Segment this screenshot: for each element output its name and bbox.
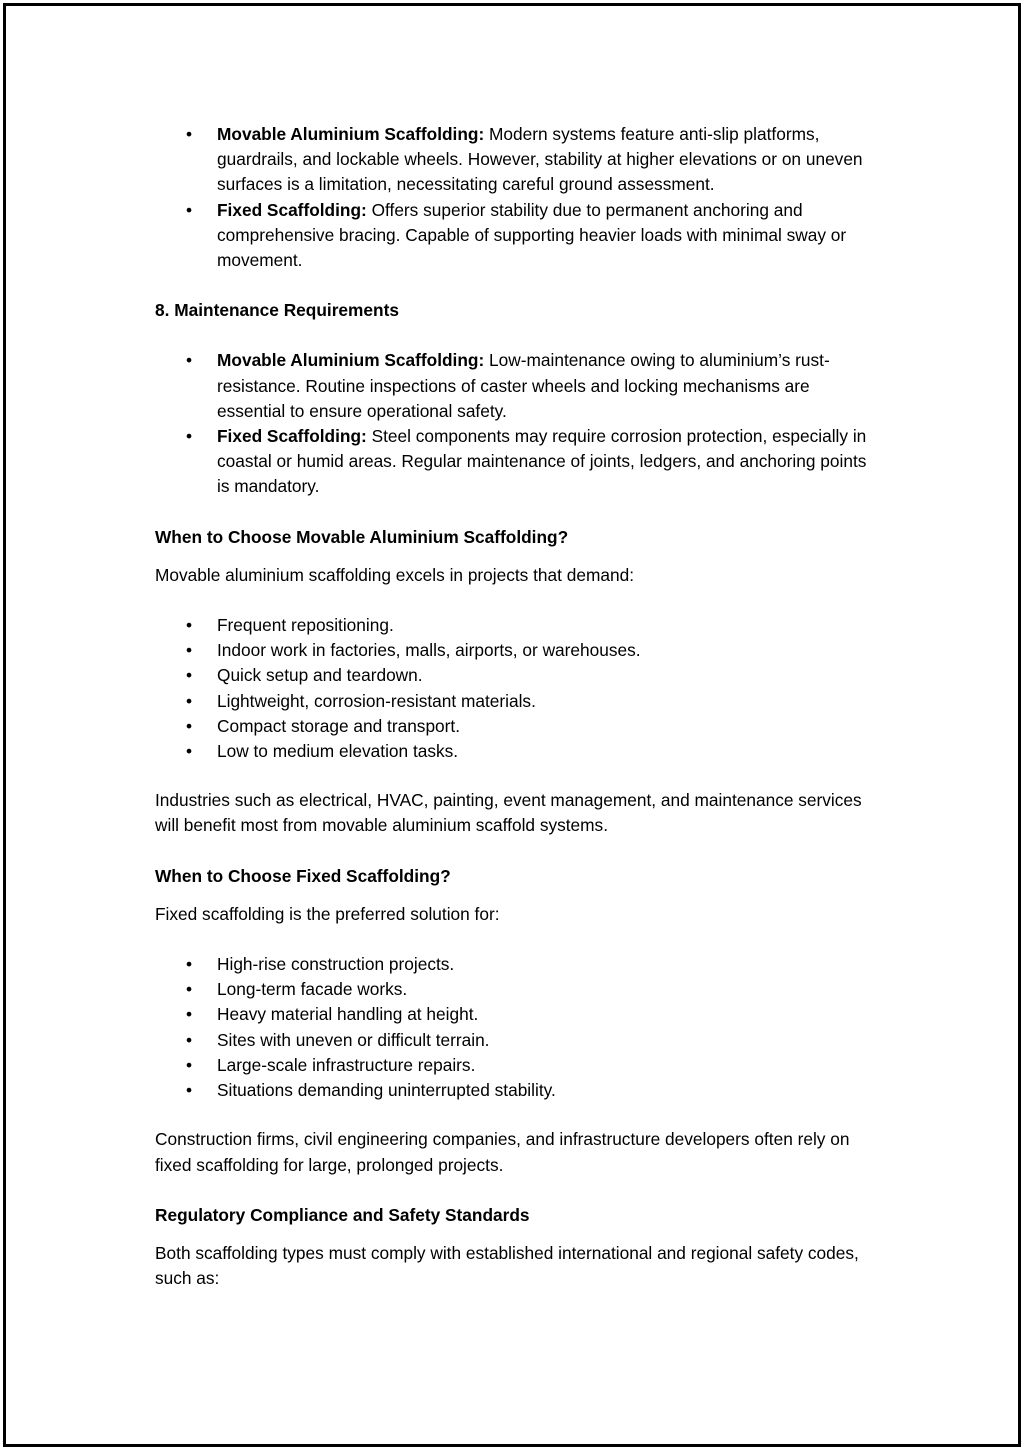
section-heading: When to Choose Movable Aluminium Scaffolding? [155,526,569,547]
list-item: • Situations demanding uninterrupted stability. [155,1078,875,1103]
item-term: Fixed Scaffolding: [217,199,367,220]
section-heading: Regulatory Compliance and Safety Standards [155,1204,530,1225]
paragraph: Industries such as electrical, HVAC, painting, event management, and maintenance services will benefit most from movable aluminium scaffold systems. [155,790,862,836]
item-term: Movable Aluminium Scaffolding: [217,350,485,371]
list-item: • Long-term facade works. [155,977,875,1002]
paragraph: Both scaffolding types must comply with established international and regional safety codes, such as: [155,1242,859,1289]
list-item: • Quick setup and teardown. [155,663,875,688]
list-item: • Lightweight, corrosion-resistant materials. [155,689,875,714]
list-item [155,348,875,424]
list-item: • Low to medium elevation tasks. [155,739,875,764]
item-text: Steel components may require corrosion protection, especially in coastal or humid areas. Regular maintenance of joints, ledgers, and anchoring points is mandatory. [217,426,867,497]
section-heading: 8. Maintenance Requirements [155,300,399,321]
movable-use-list [155,613,875,764]
item-term: Fixed Scaffolding: [217,426,367,447]
list-item [155,122,875,198]
list-item [155,424,875,500]
paragraph: Fixed scaffolding is the preferred solution for: [155,903,500,924]
list-item: • Frequent repositioning. [155,613,875,638]
paragraph: Movable aluminium scaffolding excels in projects that demand: [155,564,635,585]
document-body [155,122,875,1291]
paragraph: Construction firms, civil engineering companies, and infrastructure developers often rely on fixed scaffolding for large, prolonged projects. [155,1129,850,1175]
maintenance-list [155,348,875,499]
item-text: Modern systems feature anti-slip platforms, guardrails, and lockable wheels. However, stability at higher elevations or on uneven surfaces is a limitation, necessitating careful ground assessment. [217,124,863,195]
list-item: • Compact storage and transport. [155,714,875,739]
list-item: • Sites with uneven or difficult terrain. [155,1028,875,1053]
stability-list [155,122,875,273]
list-item: • Large-scale infrastructure repairs. [155,1053,875,1078]
list-item [155,198,875,274]
list-item: • Heavy material handling at height. [155,1002,875,1027]
list-item: • Indoor work in factories, malls, airports, or warehouses. [155,638,875,663]
section-heading: When to Choose Fixed Scaffolding? [155,865,451,886]
list-item: • High-rise construction projects. [155,952,875,977]
fixed-use-list [155,952,875,1103]
item-text: Low-maintenance owing to aluminium’s rust-resistance. Routine inspections of caster wheels and locking mechanisms are essential to ensure operational safety. [217,350,830,421]
item-text: Offers superior stability due to permanent anchoring and comprehensive bracing. Capable of supporting heavier loads with minimal sway or movement. [217,199,847,271]
item-term: Movable Aluminium Scaffolding: [217,124,485,144]
